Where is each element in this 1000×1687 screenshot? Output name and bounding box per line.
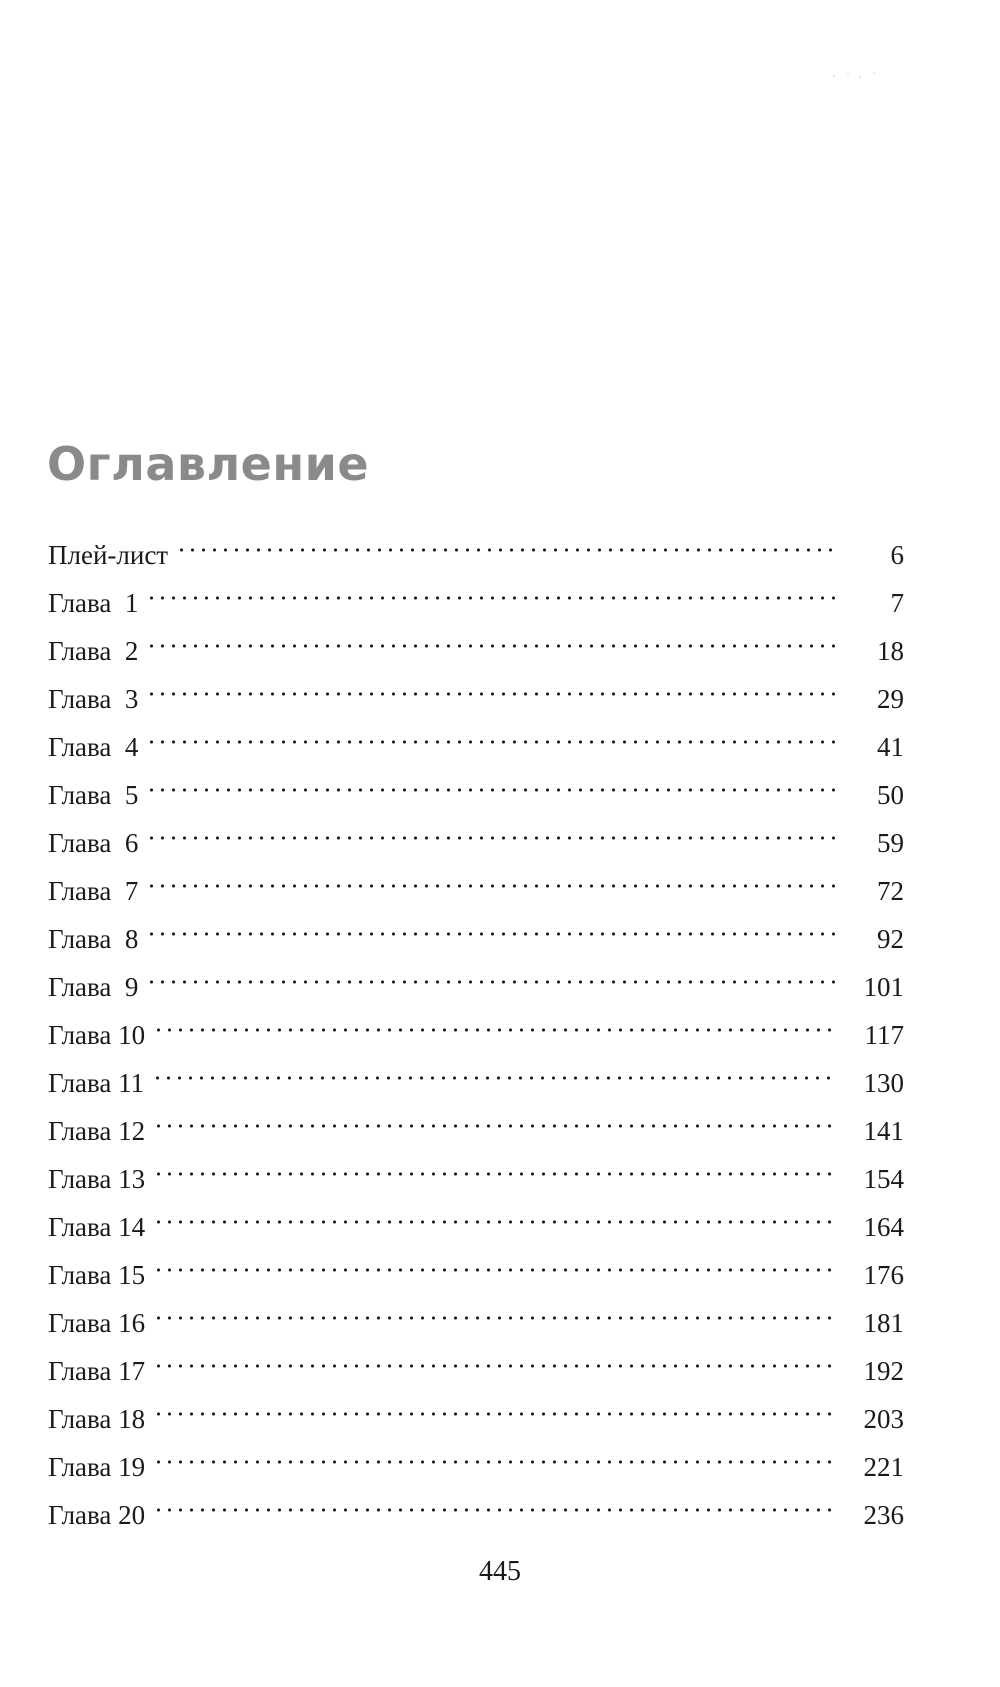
- toc-entry-label: Плей-лист: [48, 540, 169, 570]
- toc-entry-label: Глава 3: [48, 684, 139, 714]
- toc-entry: [48, 660, 904, 714]
- dot-leader: [153, 1140, 838, 1188]
- toc-entry-page: 203: [863, 1404, 904, 1434]
- toc-entry-label: Глава 13: [48, 1164, 146, 1194]
- toc-entry-page: 6: [890, 540, 904, 570]
- toc-entry-label: Глава 12: [48, 1116, 146, 1146]
- toc-entry: [48, 1380, 904, 1434]
- dot-leader: [153, 1428, 838, 1476]
- dot-leader: [146, 804, 838, 852]
- toc-entry-label: Глава 6: [48, 828, 139, 858]
- dot-leader: [146, 948, 838, 996]
- toc-entry: [48, 1332, 904, 1386]
- dot-leader: [153, 1476, 838, 1524]
- toc-entry: [48, 1092, 904, 1146]
- dot-leader: [146, 612, 838, 660]
- toc-entry-page: 7: [890, 588, 904, 618]
- toc-entry-page: 59: [877, 828, 904, 858]
- toc-entry: [48, 1140, 904, 1194]
- toc-entry: [48, 516, 904, 570]
- toc-entry-label: Глава 8: [48, 924, 139, 954]
- toc-entry: [48, 996, 904, 1050]
- toc-entry-label: Глава 2: [48, 636, 139, 666]
- toc-entry-label: Глава 4: [48, 732, 139, 762]
- dot-leader: [153, 1092, 838, 1140]
- toc-entry-label: Глава 17: [48, 1356, 146, 1386]
- toc-entry-page: 18: [877, 636, 904, 666]
- toc-entry-label: Глава 11: [48, 1068, 145, 1098]
- dot-leader: [146, 660, 838, 708]
- toc-entry-page: 176: [863, 1260, 904, 1290]
- toc-entry-label: Глава 14: [48, 1212, 146, 1242]
- toc-entry-page: 164: [863, 1212, 904, 1242]
- toc-entry-page: 92: [877, 924, 904, 954]
- toc-entry: [48, 1188, 904, 1242]
- dot-leader: [146, 564, 838, 612]
- dot-leader: [146, 900, 838, 948]
- toc-entry-page: 192: [863, 1356, 904, 1386]
- toc-entry-page: 72: [877, 876, 904, 906]
- toc-entry-page: 29: [877, 684, 904, 714]
- toc-entry-page: 181: [863, 1308, 904, 1338]
- toc-entry-label: Глава 15: [48, 1260, 146, 1290]
- toc-entry-page: 236: [863, 1500, 904, 1530]
- toc-entry-page: 141: [863, 1116, 904, 1146]
- toc-entry: [48, 564, 904, 618]
- toc-entry-page: 221: [863, 1452, 904, 1482]
- toc-entry: [48, 1428, 904, 1482]
- toc-heading: Оглавление: [47, 437, 370, 491]
- dot-leader: [153, 1188, 838, 1236]
- dot-leader: [153, 1332, 838, 1380]
- toc-entry-page: 130: [863, 1068, 904, 1098]
- toc-entry-label: Глава 16: [48, 1308, 146, 1338]
- dot-leader: [146, 708, 838, 756]
- scan-specks: [830, 70, 880, 82]
- toc-entry-label: Глава 18: [48, 1404, 146, 1434]
- page-number: 445: [479, 1556, 521, 1587]
- toc-entry: [48, 612, 904, 666]
- toc-entry-page: 154: [863, 1164, 904, 1194]
- toc-entry: [48, 948, 904, 1002]
- dot-leader: [153, 1284, 838, 1332]
- toc-entry-page: 117: [864, 1020, 904, 1050]
- toc-entry-label: Глава 1: [48, 588, 139, 618]
- dot-leader: [153, 1380, 838, 1428]
- toc-entry: [48, 852, 904, 906]
- toc-entry-label: Глава 10: [48, 1020, 146, 1050]
- toc-entry: [48, 1044, 904, 1098]
- toc-entry-label: Глава 20: [48, 1500, 146, 1530]
- dot-leader: [176, 516, 838, 564]
- toc-entry: [48, 1476, 904, 1530]
- toc-entry: [48, 1284, 904, 1338]
- toc-entry: [48, 756, 904, 810]
- toc-entry-page: 50: [877, 780, 904, 810]
- toc-entry-label: Глава 5: [48, 780, 139, 810]
- dot-leader: [146, 852, 838, 900]
- toc-entry-page: 41: [877, 732, 904, 762]
- dot-leader: [153, 996, 838, 1044]
- toc-entry-page: 101: [863, 972, 904, 1002]
- dot-leader: [152, 1044, 838, 1092]
- toc-entry-label: Глава 9: [48, 972, 139, 1002]
- toc-entry-label: Глава 19: [48, 1452, 146, 1482]
- toc-entry: [48, 900, 904, 954]
- toc-entry-label: Глава 7: [48, 876, 139, 906]
- dot-leader: [153, 1236, 838, 1284]
- toc-entry: [48, 708, 904, 762]
- dot-leader: [146, 756, 838, 804]
- toc-entry: [48, 1236, 904, 1290]
- toc-list: [48, 516, 904, 1530]
- toc-entry: [48, 804, 904, 858]
